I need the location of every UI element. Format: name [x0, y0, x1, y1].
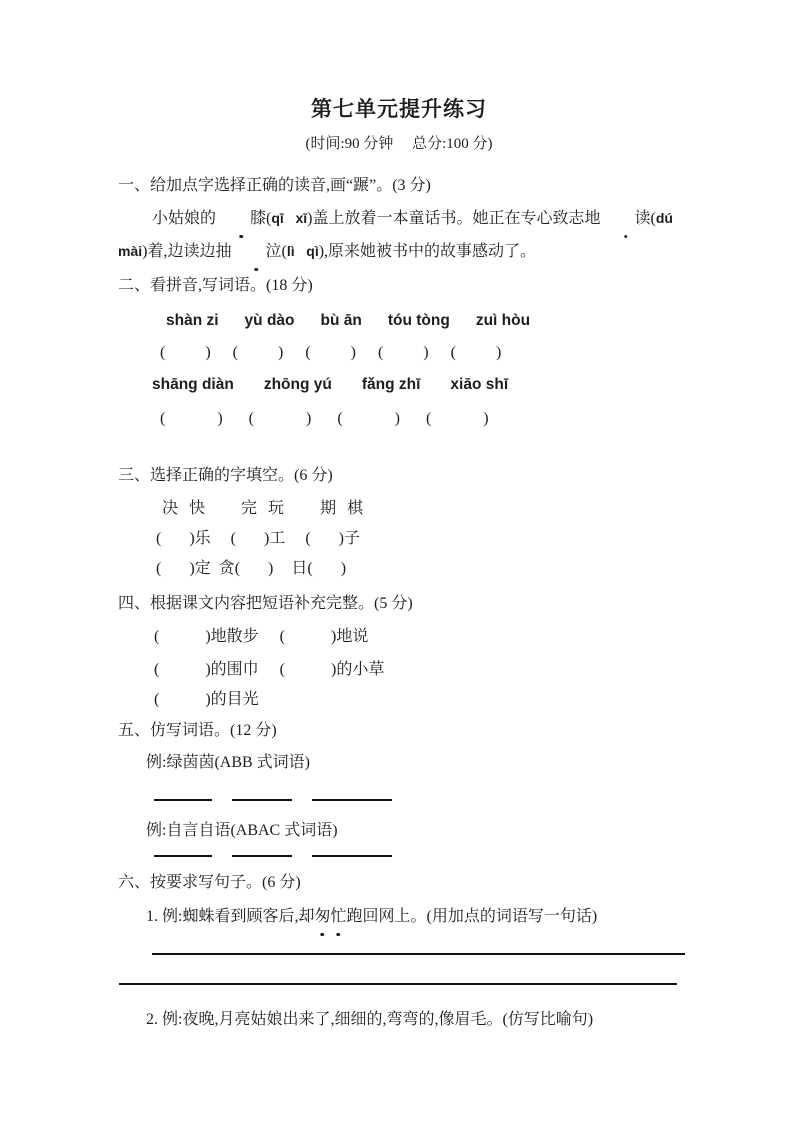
paren-open: ( — [337, 410, 343, 427]
blank-gap — [161, 572, 189, 573]
answer-blank — [154, 655, 211, 685]
passage-text: 小姑娘的 — [152, 210, 217, 227]
paren-close: ) — [268, 560, 274, 577]
answer-blank — [249, 404, 312, 434]
passage-text: )着,边读边抽 — [142, 243, 232, 260]
fill-item — [231, 524, 286, 554]
sentence-item-2: 2. 例:夜晚,月亮姑娘出来了,细细的,弯弯的,像眉毛。(仿写比喻句) — [146, 1011, 594, 1028]
paren-open: ( — [156, 560, 162, 577]
pinyin-row-2 — [152, 370, 680, 400]
paren-open: ( — [156, 530, 162, 547]
paren-open: ( — [450, 344, 456, 361]
phrase-suffix: 的目光 — [210, 691, 259, 708]
pinyin-word: shàn zi — [166, 312, 219, 329]
fill-item — [156, 524, 211, 554]
blank-gap — [236, 542, 264, 543]
fill-prefix: 贪 — [218, 560, 235, 577]
pinyin-word: xiāo shī — [450, 376, 509, 393]
blank-gap — [238, 356, 278, 357]
blank-gap — [159, 673, 205, 674]
blank-gap — [431, 422, 483, 423]
pinyin-choices: dú mài — [118, 210, 685, 259]
answer-blank — [337, 404, 400, 434]
paren-close: ) — [264, 530, 270, 547]
answer-blank — [160, 404, 223, 434]
blank-gap — [456, 356, 496, 357]
example-abac: 例:自言自语(ABAC 式词语) — [146, 822, 338, 839]
paren-open: ( — [266, 210, 272, 227]
phrase-row-2 — [154, 655, 680, 685]
passage-text: )盖上放着一本童话书。她正在专心致志地 — [307, 210, 601, 227]
fill-row-2 — [156, 554, 680, 584]
paren-close: ) — [338, 530, 344, 547]
fill-suffix: 定 — [194, 560, 211, 577]
pinyin-choices: lì qì — [286, 243, 319, 259]
paren-close: ) — [305, 410, 312, 427]
answer-blank — [378, 338, 429, 368]
word-blanks-row-1 — [154, 779, 680, 799]
paren-close: ) — [350, 344, 356, 361]
answer-blank — [426, 404, 489, 434]
paren-open: ( — [232, 344, 238, 361]
pinyin-word: zhōng yú — [263, 376, 332, 393]
blank-gap — [285, 640, 331, 641]
dotted-char: 读 — [601, 203, 651, 235]
dotted-char: 泣 — [231, 236, 281, 268]
paren-close: ) — [189, 530, 195, 547]
choice-char: 快 — [189, 500, 206, 517]
phrase-suffix: 地散步 — [210, 628, 259, 645]
answer-blank — [305, 338, 356, 368]
blank-gap — [285, 673, 331, 674]
answer-blank — [307, 554, 346, 584]
paren-close: ) — [205, 661, 211, 678]
word-blank-line — [154, 779, 212, 801]
paren-open: ( — [377, 344, 384, 361]
fill-suffix: 乐 — [194, 530, 211, 547]
worksheet-content — [0, 94, 793, 1036]
paren-close: ) — [423, 344, 429, 361]
fill-item — [219, 554, 274, 584]
choice-char: 完 — [241, 500, 258, 517]
fill-item — [305, 524, 360, 554]
blank-gap — [165, 422, 217, 423]
paren-open: ( — [279, 628, 285, 645]
paren-close: ) — [277, 344, 284, 361]
pinyin-word: zuì hòu — [475, 312, 531, 329]
paren-open: ( — [234, 560, 241, 577]
word-blank-line — [232, 847, 292, 857]
blank-gap — [311, 356, 351, 357]
paren-open: ( — [154, 691, 160, 708]
phrase-suffix: 地说 — [336, 628, 369, 645]
answer-blank — [156, 554, 195, 584]
blank-gap — [159, 640, 205, 641]
paren-close: ) — [205, 691, 211, 708]
answer-blank — [154, 685, 211, 715]
blank-gap — [161, 542, 189, 543]
section-4-heading: 四、根据课文内容把短语补充完整。(5 分) — [118, 595, 413, 612]
phrase-item — [154, 622, 259, 652]
section-1-passage — [118, 202, 685, 268]
blank-gap — [254, 422, 306, 423]
paren-open: ( — [154, 661, 160, 678]
choice-char: 棋 — [347, 500, 364, 517]
paren-close: ) — [394, 410, 400, 427]
paren-open: ( — [279, 661, 285, 678]
answer-blank — [160, 338, 211, 368]
word-blank-line — [312, 847, 392, 857]
fill-item — [156, 554, 211, 584]
answer-blank — [280, 655, 337, 685]
answer-blank — [451, 338, 502, 368]
fill-suffix: 工 — [269, 530, 286, 547]
word-blank-line — [232, 779, 292, 801]
sentence-item-1 — [146, 901, 680, 933]
page-title: 第七单元提升练习 — [311, 97, 487, 121]
fill-row-1 — [156, 524, 680, 554]
blank-gap — [343, 422, 395, 423]
blank-gap — [159, 703, 205, 704]
pinyin-row-1 — [166, 306, 680, 336]
phrase-item — [280, 622, 369, 652]
paren-close: ) — [217, 410, 223, 427]
paren-open: ( — [160, 410, 166, 427]
answer-blank — [280, 622, 337, 652]
phrase-item — [280, 655, 385, 685]
blank-gap — [311, 542, 339, 543]
paren-close: ) — [205, 628, 211, 645]
word-blank-line — [312, 779, 392, 801]
blank-gap — [313, 572, 341, 573]
paren-close: ) — [189, 560, 195, 577]
section-2-heading: 二、看拼音,写词语。(18 分) — [118, 277, 313, 294]
blank-gap — [165, 356, 205, 357]
sentence-text: 1. 例:蜘蛛看到顾客后,却 — [146, 908, 315, 925]
section-1-heading: 一、给加点字选择正确的读音,画“蹍”。(3 分) — [118, 177, 431, 194]
dotted-char: 匆 — [314, 901, 330, 933]
answer-blank — [156, 524, 195, 554]
blank-gap — [383, 356, 423, 357]
phrase-item — [154, 655, 259, 685]
pinyin-choices: qī xī — [271, 210, 308, 226]
word-blank-line — [154, 847, 212, 857]
section-3-heading: 三、选择正确的字填空。(6 分) — [118, 467, 333, 484]
phrase-item — [154, 685, 259, 715]
paren-open: ( — [305, 530, 311, 547]
pinyin-word: shāng diàn — [152, 376, 234, 393]
paren-close: ) — [331, 661, 337, 678]
pinyin-word: yù dào — [244, 312, 295, 329]
fill-item — [291, 554, 346, 584]
passage-text: ),原来她被书中的故事感动了。 — [318, 243, 537, 260]
paren-open: ( — [425, 410, 432, 427]
blank-gap — [240, 572, 268, 573]
paren-open: ( — [650, 210, 656, 227]
fill-prefix: 日 — [291, 560, 308, 577]
choice-char: 决 — [162, 500, 179, 517]
phrase-row-3 — [154, 685, 680, 715]
example-abb: 例:绿茵茵(ABB 式词语) — [146, 754, 311, 771]
paren-open: ( — [230, 530, 236, 547]
phrase-suffix: 的小草 — [336, 661, 385, 678]
fill-suffix: 子 — [344, 530, 361, 547]
paren-close: ) — [483, 410, 489, 427]
paren-open: ( — [154, 628, 160, 645]
pinyin-word: tóu tòng — [387, 312, 450, 329]
phrase-suffix: 的围巾 — [210, 661, 259, 678]
answer-line — [152, 937, 685, 955]
phrase-row-1 — [154, 622, 680, 652]
paren-close: ) — [340, 560, 347, 577]
choice-characters-row — [162, 494, 680, 524]
section-6-heading: 六、按要求写句子。(6 分) — [118, 874, 301, 891]
paren-close: ) — [331, 628, 337, 645]
choice-char: 玩 — [268, 500, 285, 517]
answer-blank — [305, 524, 344, 554]
test-meta: (时间:90 分钟 总分:100 分) — [305, 136, 493, 152]
paren-open: ( — [305, 344, 311, 361]
answer-blank — [233, 338, 284, 368]
answer-blank — [235, 554, 274, 584]
blank-row-2 — [160, 404, 680, 434]
paren-open: ( — [281, 243, 287, 260]
answer-blank — [154, 622, 211, 652]
section-5-heading: 五、仿写词语。(12 分) — [118, 722, 277, 739]
pinyin-word: bù ān — [320, 312, 362, 329]
paren-open: ( — [160, 344, 166, 361]
paren-close: ) — [205, 344, 211, 361]
paren-close: ) — [495, 344, 502, 361]
sentence-text: 跑回网上。(用加点的词语写一句话) — [346, 908, 598, 925]
pinyin-word: fǎng zhī — [361, 376, 421, 393]
answer-blank — [231, 524, 270, 554]
paren-open: ( — [307, 560, 313, 577]
answer-line — [119, 967, 677, 985]
dotted-char: 膝 — [216, 203, 266, 235]
dotted-char: 忙 — [330, 901, 346, 933]
word-blanks-row-2 — [154, 847, 680, 855]
choice-char: 期 — [320, 500, 337, 517]
blank-row-1 — [160, 338, 680, 368]
paren-open: ( — [248, 410, 254, 427]
